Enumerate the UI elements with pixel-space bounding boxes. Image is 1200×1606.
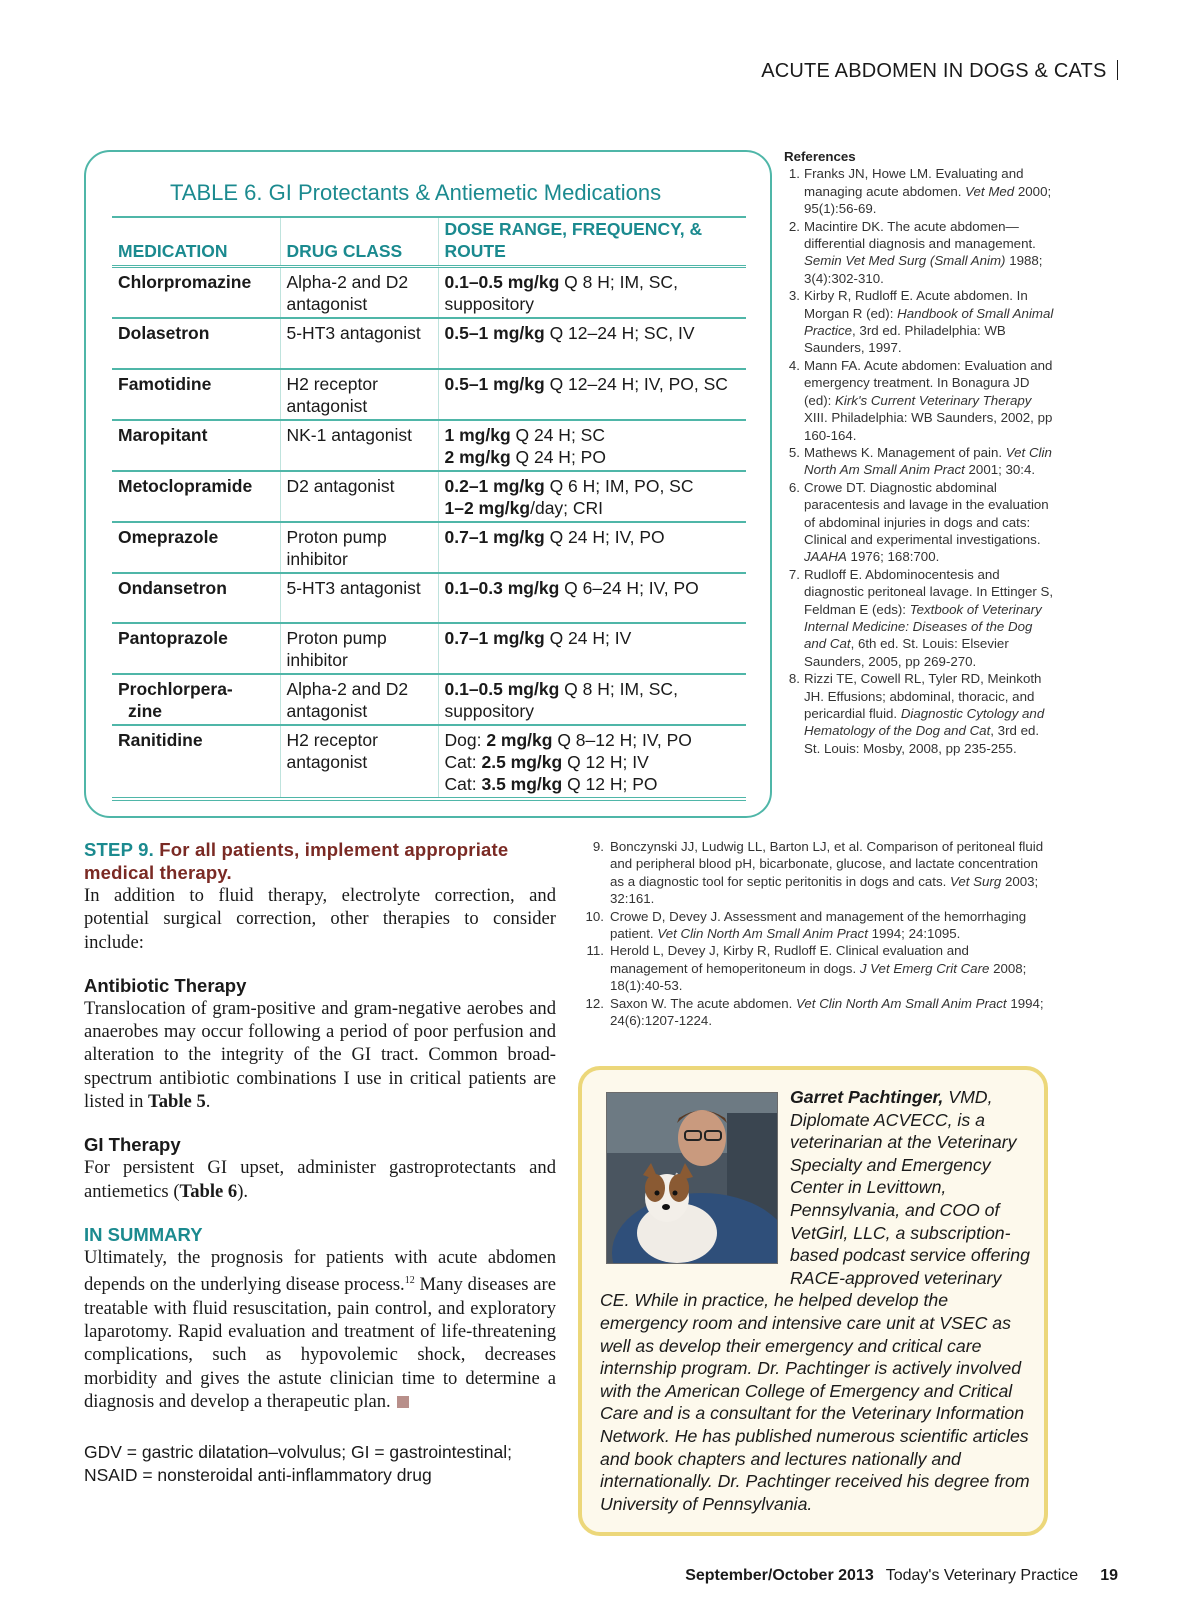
author-photo <box>606 1092 778 1264</box>
cell-medication: Omeprazole <box>112 522 280 573</box>
running-head-rule <box>1117 60 1119 80</box>
page-footer <box>685 1567 1118 1585</box>
table-6-box <box>84 150 772 818</box>
table-row <box>112 471 746 522</box>
reference-item: 10. Crowe D, Devey J. Assessment and management of the hemorrhaging patient. Vet Clin North Am Small Anim Pract 1994; 24:1095. <box>585 908 1027 942</box>
cell-medication: Pantoprazole <box>112 623 280 674</box>
issue-date: September/October 2013 <box>685 1567 874 1584</box>
header-medication: MEDICATION <box>112 217 280 267</box>
summary-heading: IN SUMMARY <box>84 1223 203 1245</box>
cell-dose: 0.1–0.5 mg/kg Q 8 H; IM, SC, suppository <box>438 674 746 725</box>
table-title: TABLE 6. GI Protectants & Antiemetic Medications <box>170 180 662 205</box>
cell-medication: Dolasetron <box>112 318 280 369</box>
cell-drug-class: 5-HT3 antagonist <box>280 318 438 369</box>
table-row <box>112 318 746 369</box>
cell-medication: Famotidine <box>112 369 280 420</box>
reference-item: 8. Rizzi TE, Cowell RL, Tyler RD, Meinkoth JH. Effusions; abdominal, thoracic, and pericardial fluid. Diagnostic Cytology and Hematology of the Dog and Cat, 3rd ed. St. Louis: Mosby, 2008, pp 235-255. <box>788 671 1045 756</box>
abbreviations: GDV = gastric dilatation–volvulus; GI = gastrointestinal; NSAID = nonsteroidal anti-inflammatory drug <box>84 1442 512 1486</box>
table-row <box>112 267 746 319</box>
reference-item: 7. Rudloff E. Abdominocentesis and diagnostic peritoneal lavage. In Ettinger S, Feldman E (eds): Textbook of Veterinary Internal Medicine: Diseases of the Dog and Cat, 6th ed. St. Louis: Elsevier Saunders, 2005, pp 269-270. <box>788 566 1054 669</box>
cell-medication: Maropitant <box>112 420 280 471</box>
cell-dose: 0.5–1 mg/kg Q 12–24 H; SC, IV <box>438 318 746 369</box>
cell-dose: 1 mg/kg Q 24 H; SC 2 mg/kg Q 24 H; PO <box>438 420 746 471</box>
cell-drug-class: D2 antagonist <box>280 471 438 522</box>
table-row <box>112 420 746 471</box>
end-mark <box>397 1396 409 1408</box>
cell-drug-class: Alpha-2 and D2 antagonist <box>280 674 438 725</box>
cell-dose: 0.7–1 mg/kg Q 24 H; IV <box>438 623 746 674</box>
references-list <box>784 148 1054 757</box>
cell-drug-class: NK-1 antagonist <box>280 420 438 471</box>
running-head <box>761 60 1118 83</box>
reference-item: 9. Bonczynski JJ, Ludwig LL, Barton LJ, et al. Comparison of peritoneal fluid and peripheral blood pH, bicarbonate, glucose, and lactate concentration as a diagnostic tool for septic peritonitis in dogs and cats. Vet Surg 2003; 32:161. <box>592 839 1044 907</box>
cell-dose: 0.1–0.5 mg/kg Q 8 H; IM, SC, suppository <box>438 267 746 319</box>
reference-item: 12. Saxon W. The acute abdomen. Vet Clin North Am Small Anim Pract 1994; 24(6):1207-1224. <box>585 995 1044 1029</box>
reference-item: 1. Franks JN, Howe LM. Evaluating and managing acute abdomen. Vet Med 2000; 95(1):56-69. <box>788 166 1052 217</box>
reference-item: 5. Mathews K. Management of pain. Vet Clin North Am Small Anim Pract 2001; 30:4. <box>788 444 1052 478</box>
table-row <box>112 369 746 420</box>
table-header-row <box>112 217 746 267</box>
cell-drug-class: H2 receptor antagonist <box>280 725 438 799</box>
references-list-continued <box>580 838 1050 1029</box>
step-heading: STEP 9. For all patients, implement appropriate medical therapy. <box>84 839 509 883</box>
table-row <box>112 623 746 674</box>
antibiotic-paragraph: Translocation of gram-positive and gram-negative aerobes and anaerobes may occur following a period of poor perfusion and alteration to the integrity of the GI tract. Common broad-spectrum antibiotic combinations I use in critical patients are listed in Table 5. <box>84 997 556 1113</box>
table-row <box>112 573 746 624</box>
reference-item: 6. Crowe DT. Diagnostic abdominal paracentesis and lavage in the evaluation of abdominal injuries in dogs and cats: Clinical and experimental investigations. JAAHA 1976; 168:700. <box>788 479 1049 565</box>
publication-name: Today's Veterinary Practice <box>885 1567 1079 1584</box>
author-bio-box <box>578 1066 1048 1536</box>
page-number: 19 <box>1100 1567 1118 1584</box>
cell-drug-class: Proton pump inhibitor <box>280 623 438 674</box>
gi-paragraph: For persistent GI upset, administer gastroprotectants and antiemetics (Table 6). <box>84 1157 556 1202</box>
cell-medication: Chlorpromazine <box>112 267 280 319</box>
cell-dose: 0.7–1 mg/kg Q 24 H; IV, PO <box>438 522 746 573</box>
table-row <box>112 674 746 725</box>
step-intro: In addition to fluid therapy, electrolyte correction, and potential surgical correction, other therapies to consider include: <box>84 885 556 953</box>
cell-medication: Metoclopramide <box>112 471 280 522</box>
medication-table <box>112 216 746 801</box>
references-title: References <box>784 149 856 164</box>
reference-item: 4. Mann FA. Acute abdomen: Evaluation and emergency treatment. In Bonagura JD (ed): Kirk's Current Veterinary Therapy XIII. Philadelphia: WB Saunders, 2002, pp 160-164. <box>788 357 1053 443</box>
table-row <box>112 725 746 799</box>
running-head-text: ACUTE ABDOMEN IN DOGS & CATS <box>761 60 1107 82</box>
author-bio: Garret Pachtinger, VMD, Diplomate ACVECC, is a veterinarian at the Veterinary Specialty and Emergency Center in Levittown, Pennsylvania, and COO of VetGirl, LLC, a subscription-based podcast service offering RACE-approved veterinary CE. While in practice, he helped develop the emergency room and intensive care unit at VSEC as well as develop their emergency and critical care internship program. Dr. Pachtinger is actively involved with the American College of Emergency and Critical Care and is a consultant for the Veterinary Information Network. He has published numerous scientific articles and book chapters and lectures nationally and internationally. Dr. Pachtinger received his degree from University of Pennsylvania. <box>600 1087 1030 1514</box>
header-dose: DOSE RANGE, FREQUENCY, & ROUTE <box>438 217 746 267</box>
cell-drug-class: 5-HT3 antagonist <box>280 573 438 624</box>
reference-item: 2. Macintire DK. The acute abdomen—differential diagnosis and management. Semin Vet Med Surg (Small Anim) 1988; 3(4):302-310. <box>788 218 1043 286</box>
cell-dose: 0.2–1 mg/kg Q 6 H; IM, PO, SC 1–2 mg/kg/day; CRI <box>438 471 746 522</box>
table-row <box>112 522 746 573</box>
cell-drug-class: Proton pump inhibitor <box>280 522 438 573</box>
article-body <box>84 838 556 1487</box>
cell-dose: 0.5–1 mg/kg Q 12–24 H; IV, PO, SC <box>438 369 746 420</box>
header-drug-class: DRUG CLASS <box>280 217 438 267</box>
cell-drug-class: H2 receptor antagonist <box>280 369 438 420</box>
cell-medication: Ranitidine <box>112 725 280 799</box>
cell-medication: Ondansetron <box>112 573 280 624</box>
reference-item: 3. Kirby R, Rudloff E. Acute abdomen. In Morgan R (ed): Handbook of Small Animal Practice, 3rd ed. Philadelphia: WB Saunders, 1997. <box>788 288 1054 356</box>
cell-medication: Prochlorpera- zine <box>112 674 280 725</box>
reference-item: 11. Herold L, Devey J, Kirby R, Rudloff E. Clinical evaluation and management of hemoperitoneum in dogs. J Vet Emerg Crit Care 2008; 18(1):40-53. <box>586 943 1027 994</box>
summary-paragraph: Ultimately, the prognosis for patients with acute abdomen depends on the underlying disease process.$^{12}$ Many diseases are treatable with fluid resuscitation, pain control, and exploratory laparotomy. Rapid evaluation and treatment of life-threatening complications, such as hypovolemic shock, decreases morbidity and gives the astute clinician time to determine a diagnosis and develop a therapeutic plan. <box>84 1246 556 1412</box>
cell-dose: 0.1–0.3 mg/kg Q 6–24 H; IV, PO <box>438 573 746 624</box>
cell-drug-class: Alpha-2 and D2 antagonist <box>280 267 438 319</box>
antibiotic-heading: Antibiotic Therapy <box>84 974 247 996</box>
cell-dose: Dog: 2 mg/kg Q 8–12 H; IV, PO Cat: 2.5 mg/kg Q 12 H; IV Cat: 3.5 mg/kg Q 12 H; PO <box>438 725 746 799</box>
gi-heading: GI Therapy <box>84 1134 181 1156</box>
